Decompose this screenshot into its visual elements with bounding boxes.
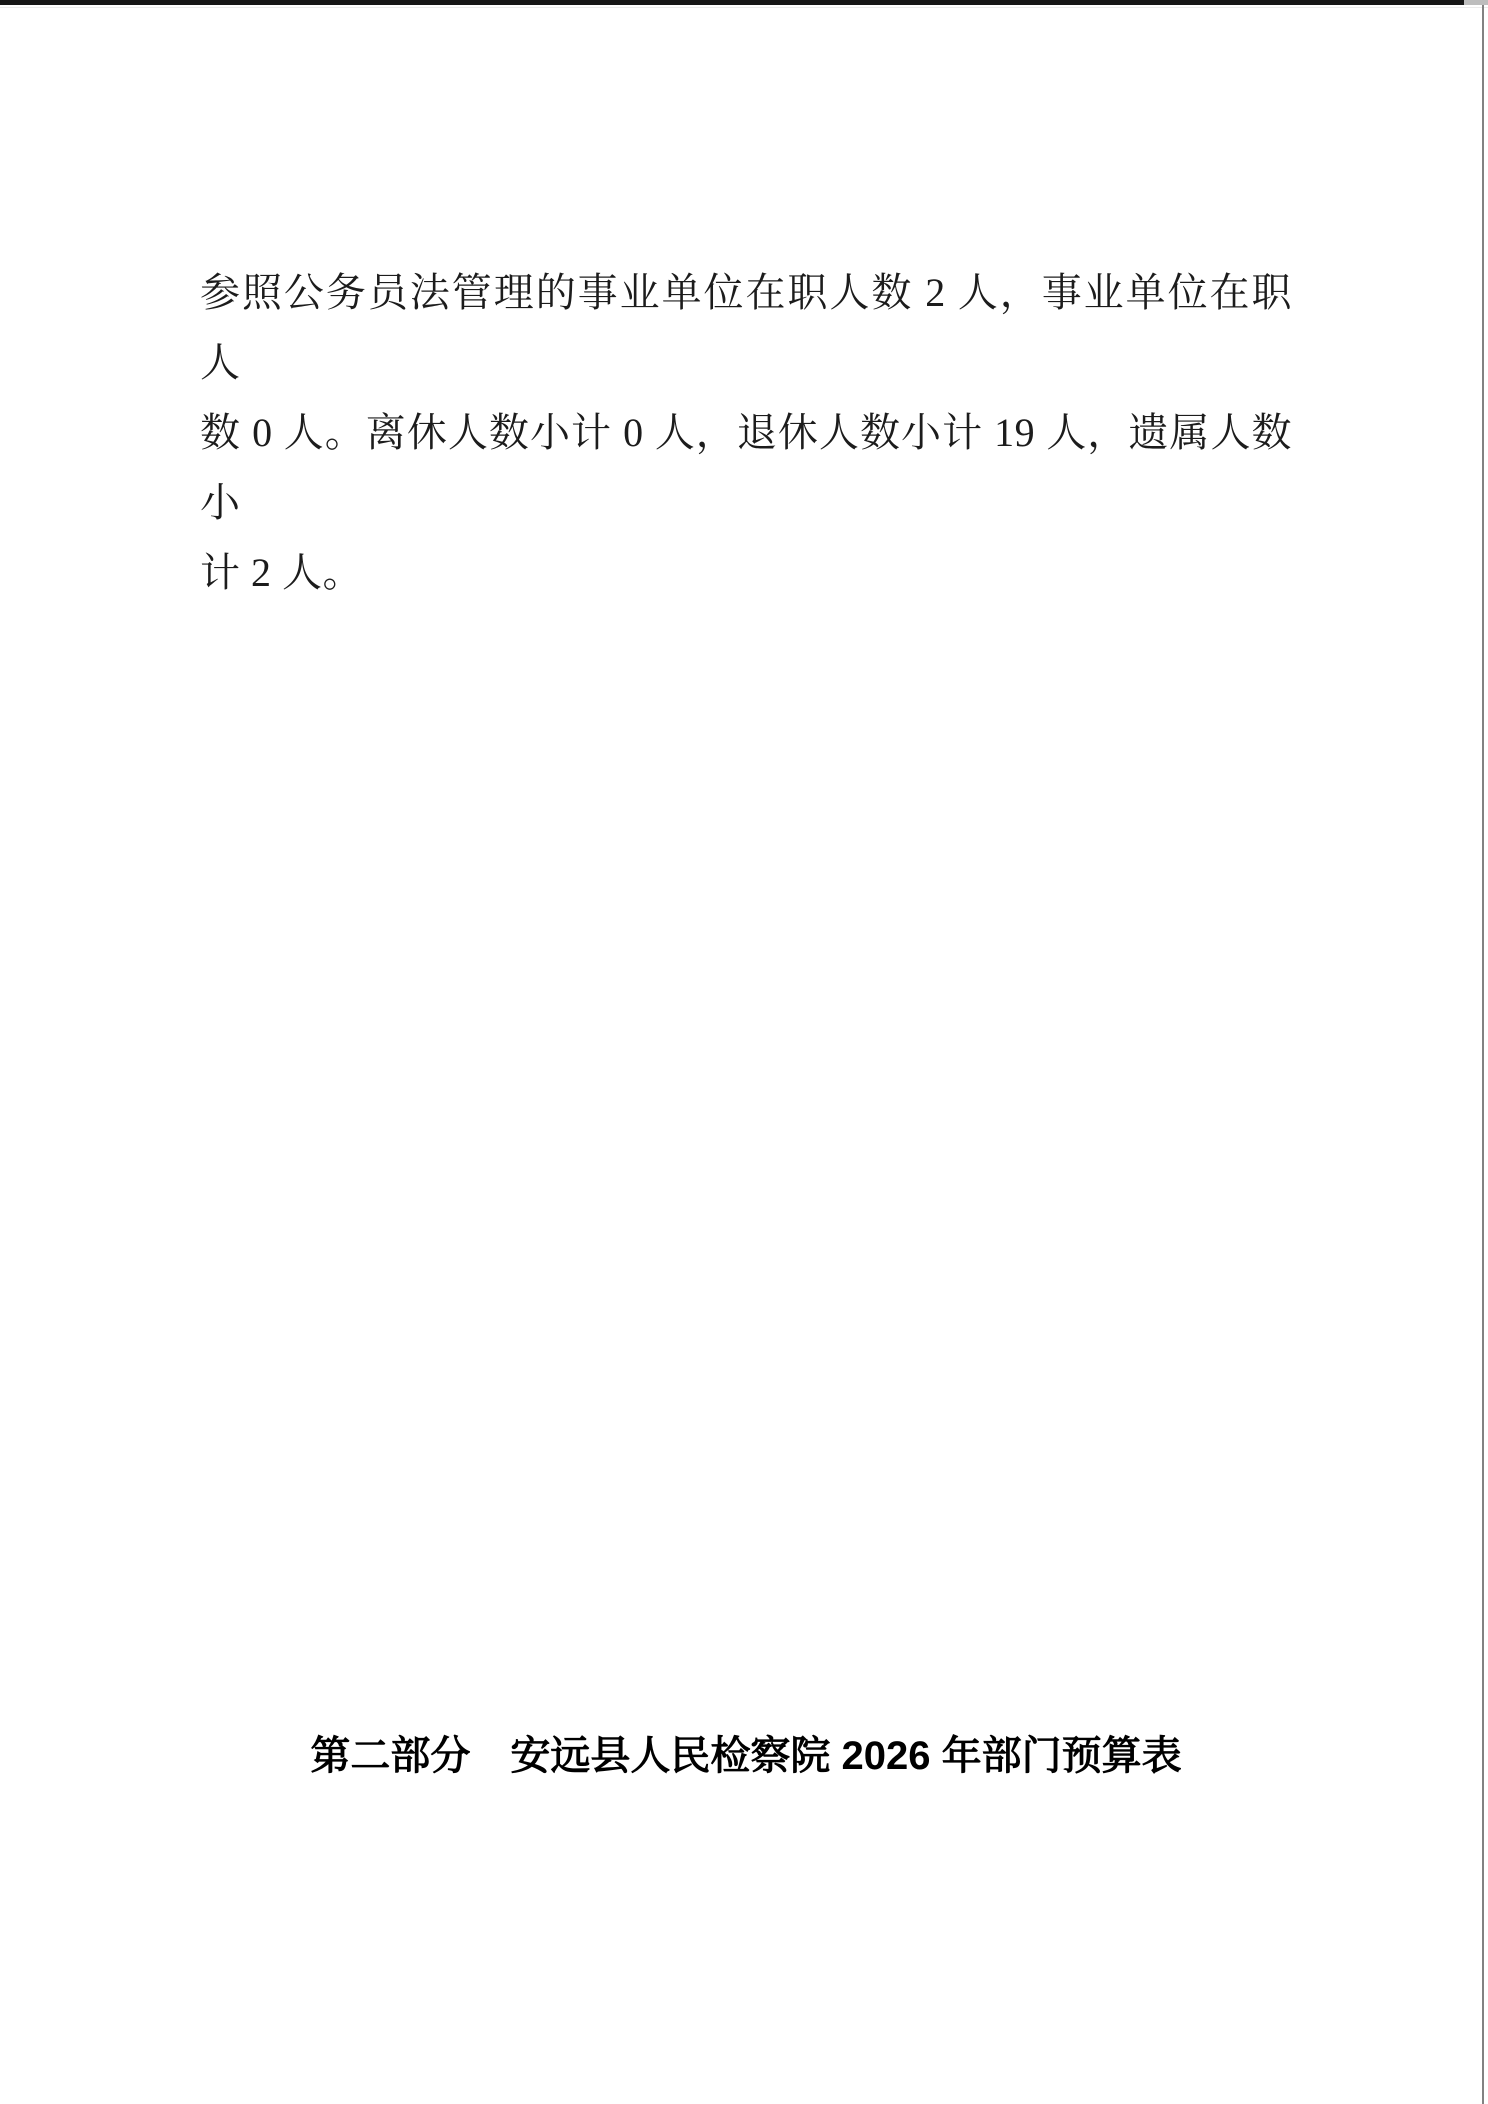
page-right-edge-line [1482, 5, 1484, 2104]
page-top-edge-rule [0, 0, 1464, 5]
section-heading: 第二部分 安远县人民检察院 2026 年部门预算表 [310, 1734, 1182, 1778]
page-top-edge-rule-tip [1464, 0, 1488, 5]
staffing-paragraph [200, 258, 1292, 608]
page-top-edge-shadow [0, 7, 1488, 8]
paragraph-line-2: 数 0 人。离休人数小计 0 人，退休人数小计 19 人，遗属人数小 [200, 410, 1292, 525]
paragraph-line-3: 计 2 人。 [200, 550, 363, 595]
paragraph-line-1: 参照公务员法管理的事业单位在职人数 2 人，事业单位在职人 [200, 270, 1292, 385]
